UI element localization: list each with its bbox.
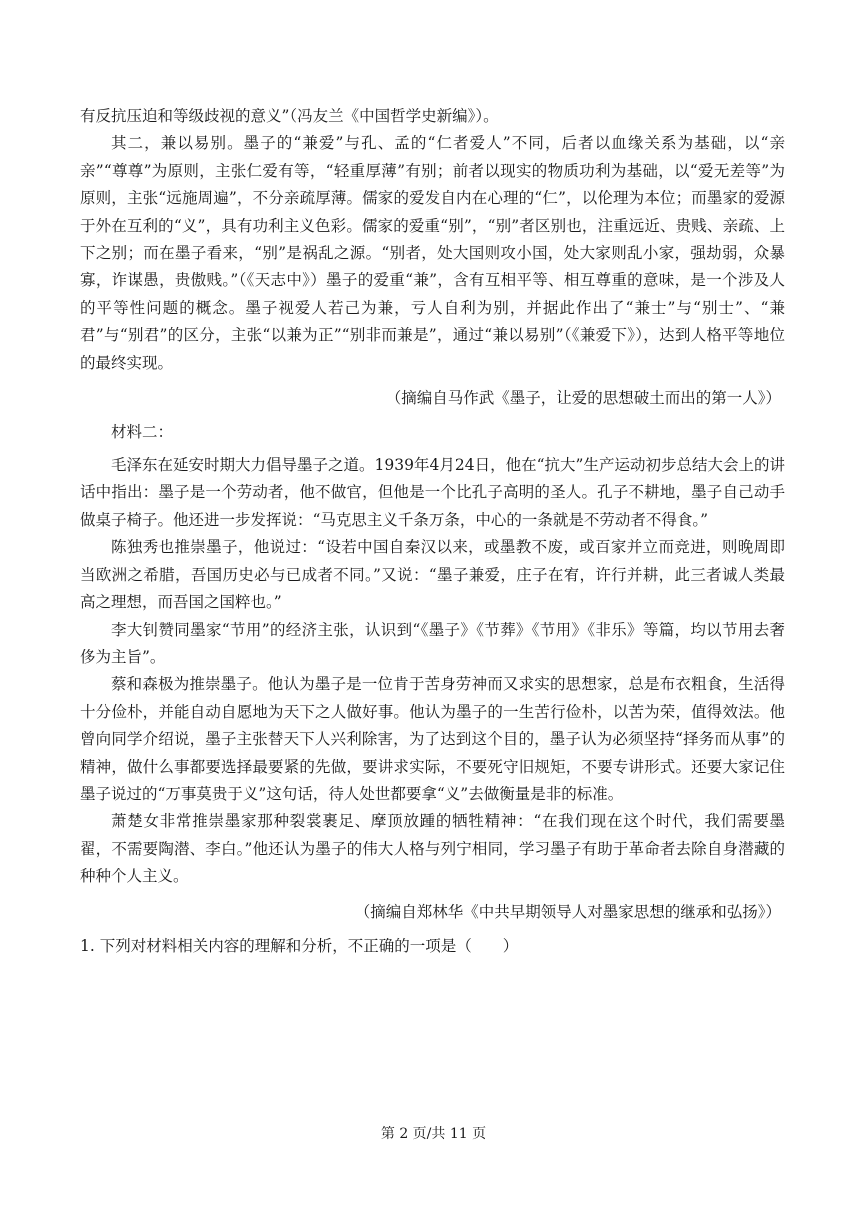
question-1: 1. 下列对材料相关内容的理解和分析，不正确的一项是（ ） — [80, 936, 519, 955]
page-footer: 第 2 页/共 11 页 — [380, 1126, 487, 1142]
page-content — [80, 103, 785, 959]
material2-paragraph-2: 陈独秀也推崇墨子，他说过：“设若中国自秦汉以来，或墨教不废，或百家并立而竞进，则晚周即当欧洲之希腊，吾国历史必与已成者不同。”又说：“墨子兼爱，庄子在宥，许行并耕，此三者诚人类最高之理想，而吾国之国粹也。” — [80, 538, 785, 612]
material2-heading: 材料二： — [111, 423, 174, 442]
material2-paragraph-1: 毛泽东在延安时期大力倡导墨子之道。1939年4月24日，他在“抗大”生产运动初步总结大会上的讲话中指出：墨子是一个劳动者，他不做官，但他是一个比孔子高明的圣人。孔子不耕地，墨子自己动手做桌子椅子。他还进一步发挥说：“马克思主义千条万条，中心的一条就是不劳动者不得食。” — [80, 456, 785, 529]
material2-paragraph-4: 蔡和森极为推崇墨子。他认为墨子是一位肯于苦身劳神而又求实的思想家，总是布衣粗食，生活得十分俭朴，并能自动自愿地为天下之人做好事。他认为墨子的一生苦行俭朴，以苦为荣，值得效法。他曾向同学介绍说，墨子主张替天下人兴利除害，为了达到这个目的，墨子认为必须坚持“择务而从事”的精神，做什么事都要选择最要紧的先做，要讲求实际，不要死守旧规矩，不要专讲形式。还要大家记住墨子说过的“万事莫贵于义”这句话，待人处世都要拿“义”去做衡量是非的标准。 — [80, 675, 785, 803]
source-citation-1: （摘编自马作武《墨子，让爱的思想破土而出的第一人》） — [385, 389, 781, 408]
material2-paragraph-3: 李大钊赞同墨家“节用”的经济主张，认识到“《墨子》《节葬》《节用》《非乐》等篇，均以节用去奢侈为主旨”。 — [80, 620, 785, 666]
material2-paragraph-5: 萧楚女非常推崇墨家那种裂裳裹足、摩顶放踵的牺牲精神：“在我们现在这个时代，我们需要墨翟，不需要陶潜、李白。”他还认为墨子的伟大人格与列宁相同，学习墨子有助于革命者去除自身潜藏的种种个人主义。 — [80, 812, 785, 886]
source-citation-2: （摘编自郑林华《中共早期领导人对墨家思想的继承和弘扬》） — [354, 902, 781, 921]
intro-tail-paragraph: 有反抗压迫和等级歧视的意义”（冯友兰《中国哲学史新编》）。 — [80, 107, 499, 125]
material1-paragraph: 其二，兼以易别。墨子的“兼爱”与孔、孟的“仁者爱人”不同，后者以血缘关系为基础，以“亲亲”“尊尊”为原则，主张仁爱有等，“轻重厚薄”有别；前者以现实的物质功利为基础，以“爱无差等”为原则，主张“远施周遍”，不分亲疏厚薄。儒家的爱发自内在心理的“仁”，以伦理为本位；而墨家的爱源于外在互利的“义”，具有功利主义色彩。儒家的爱重“别”，“别”者区别也，注重远近、贵贱、亲疏、上下之别；而在墨子看来，“别”是祸乱之源。“别者，处大国则攻小国，处大家则乱小家，强劫弱，众暴寡，诈谋愚，贵傲贱。”（《天志中》）墨子的爱重“兼”，含有互相平等、相互尊重的意味，是一个涉及人的平等性问题的概念。墨子视爱人若己为兼，亏人自利为别，并据此作出了“兼士”与“别士”、“兼君”与“别君”的区分，主张“以兼为正”“别非而兼是”，通过“兼以易别”（《兼爱下》），达到人格平等地位的最终实现。 — [80, 134, 785, 372]
